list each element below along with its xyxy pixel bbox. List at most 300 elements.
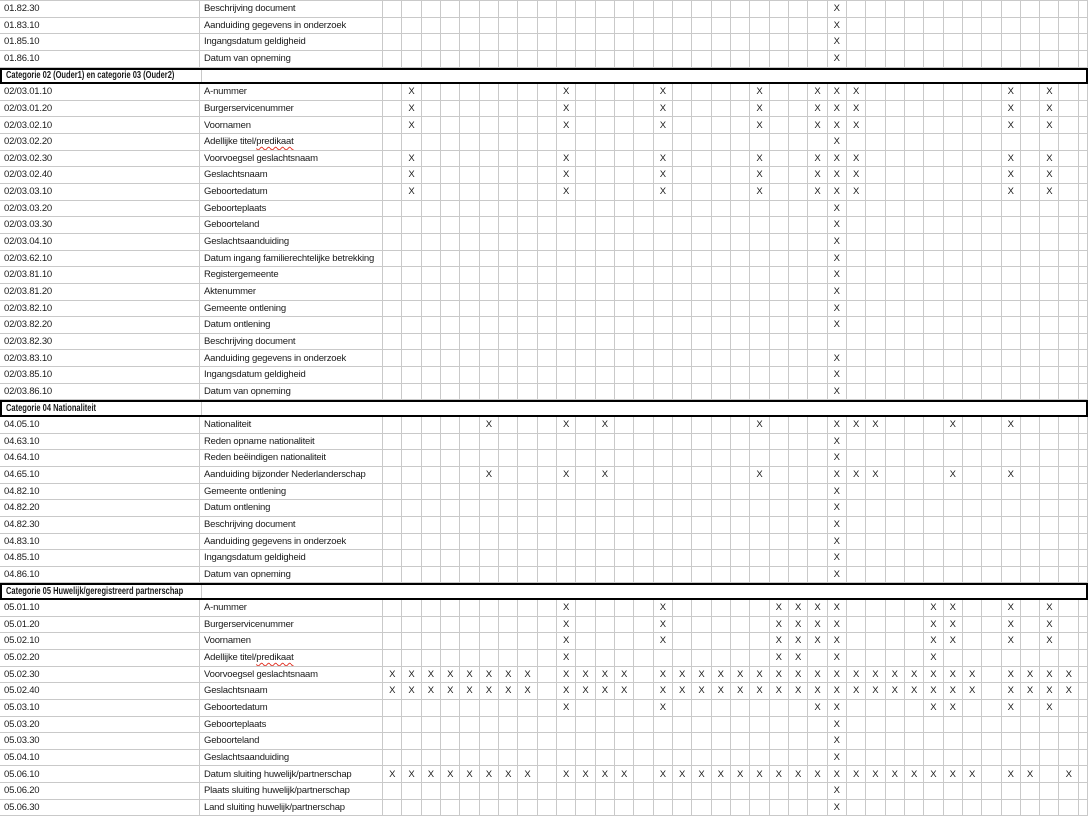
mark-cell[interactable] [499, 683, 518, 699]
mark-cell[interactable] [576, 317, 595, 333]
mark-cell[interactable] [731, 134, 750, 150]
mark-cell[interactable] [731, 234, 750, 250]
mark-cell[interactable] [1021, 434, 1040, 450]
mark-cell[interactable] [1059, 450, 1078, 466]
mark-cell[interactable] [460, 101, 479, 117]
mark-cell[interactable] [905, 534, 924, 550]
mark-cell[interactable] [712, 367, 731, 383]
mark-cell[interactable] [538, 34, 557, 50]
mark-cell[interactable] [866, 151, 885, 167]
mark-cell[interactable] [576, 417, 595, 433]
mark-cell[interactable] [557, 101, 576, 117]
mark-cell[interactable] [944, 700, 963, 716]
mark-cell[interactable] [789, 800, 808, 816]
mark-cell[interactable] [789, 384, 808, 400]
mark-cell[interactable] [1021, 750, 1040, 766]
mark-cell[interactable] [905, 467, 924, 483]
code-cell[interactable] [0, 517, 200, 533]
mark-cell[interactable] [499, 700, 518, 716]
code-cell[interactable] [0, 500, 200, 516]
mark-cell[interactable] [460, 367, 479, 383]
code-cell[interactable] [0, 600, 200, 616]
mark-cell[interactable] [982, 517, 1001, 533]
mark-cell[interactable] [1002, 367, 1021, 383]
mark-cell[interactable] [750, 700, 769, 716]
mark-cell[interactable] [634, 434, 653, 450]
mark-cell[interactable] [460, 550, 479, 566]
mark-cell[interactable] [1040, 151, 1059, 167]
description-cell[interactable] [200, 617, 383, 633]
mark-cell[interactable] [808, 184, 827, 200]
mark-cell[interactable] [1059, 567, 1078, 583]
mark-cell[interactable] [634, 18, 653, 34]
mark-cell[interactable] [538, 417, 557, 433]
description-cell[interactable] [200, 317, 383, 333]
mark-cell[interactable] [944, 350, 963, 366]
mark-cell[interactable] [847, 550, 866, 566]
mark-cell[interactable] [1079, 467, 1088, 483]
mark-cell[interactable] [731, 567, 750, 583]
mark-cell[interactable] [828, 367, 847, 383]
mark-cell[interactable] [828, 517, 847, 533]
mark-cell[interactable] [460, 800, 479, 816]
description-cell[interactable] [200, 334, 383, 350]
mark-cell[interactable] [712, 267, 731, 283]
mark-cell[interactable] [1059, 84, 1078, 100]
mark-cell[interactable] [538, 434, 557, 450]
mark-cell[interactable] [924, 800, 943, 816]
mark-cell[interactable] [847, 334, 866, 350]
mark-cell[interactable] [460, 750, 479, 766]
mark-cell[interactable] [634, 567, 653, 583]
mark-cell[interactable] [886, 517, 905, 533]
mark-cell[interactable] [886, 550, 905, 566]
mark-cell[interactable] [963, 117, 982, 133]
mark-cell[interactable] [441, 633, 460, 649]
mark-cell[interactable] [924, 84, 943, 100]
mark-cell[interactable] [480, 251, 499, 267]
mark-cell[interactable] [924, 18, 943, 34]
mark-cell[interactable] [1040, 550, 1059, 566]
mark-cell[interactable] [750, 301, 769, 317]
mark-cell[interactable] [866, 434, 885, 450]
mark-cell[interactable] [499, 134, 518, 150]
mark-cell[interactable] [1079, 783, 1088, 799]
mark-cell[interactable] [750, 284, 769, 300]
mark-cell[interactable] [770, 234, 789, 250]
mark-cell[interactable] [518, 600, 537, 616]
mark-cell[interactable] [518, 350, 537, 366]
mark-cell[interactable] [692, 301, 711, 317]
mark-cell[interactable] [731, 151, 750, 167]
mark-cell[interactable] [499, 534, 518, 550]
mark-cell[interactable] [480, 434, 499, 450]
mark-cell[interactable] [576, 500, 595, 516]
mark-cell[interactable] [924, 1, 943, 17]
mark-cell[interactable] [480, 517, 499, 533]
mark-cell[interactable] [576, 600, 595, 616]
mark-cell[interactable] [383, 450, 402, 466]
mark-cell[interactable] [1021, 317, 1040, 333]
code-cell[interactable] [0, 34, 200, 50]
mark-cell[interactable] [944, 617, 963, 633]
mark-cell[interactable] [480, 484, 499, 500]
mark-cell[interactable] [1040, 650, 1059, 666]
mark-cell[interactable] [654, 384, 673, 400]
mark-cell[interactable] [847, 234, 866, 250]
mark-cell[interactable] [944, 683, 963, 699]
mark-cell[interactable] [557, 367, 576, 383]
mark-cell[interactable] [634, 417, 653, 433]
mark-cell[interactable] [847, 417, 866, 433]
mark-cell[interactable] [460, 517, 479, 533]
mark-cell[interactable] [886, 633, 905, 649]
mark-cell[interactable] [402, 800, 421, 816]
mark-cell[interactable] [789, 500, 808, 516]
mark-cell[interactable] [499, 733, 518, 749]
mark-cell[interactable] [634, 600, 653, 616]
mark-cell[interactable] [905, 84, 924, 100]
mark-cell[interactable] [982, 783, 1001, 799]
description-cell[interactable] [200, 101, 383, 117]
mark-cell[interactable] [615, 84, 634, 100]
mark-cell[interactable] [654, 350, 673, 366]
mark-cell[interactable] [808, 717, 827, 733]
mark-cell[interactable] [441, 384, 460, 400]
mark-cell[interactable] [963, 600, 982, 616]
description-cell[interactable] [200, 700, 383, 716]
mark-cell[interactable] [905, 284, 924, 300]
mark-cell[interactable] [1002, 18, 1021, 34]
mark-cell[interactable] [654, 517, 673, 533]
mark-cell[interactable] [789, 434, 808, 450]
mark-cell[interactable] [982, 117, 1001, 133]
mark-cell[interactable] [847, 617, 866, 633]
mark-cell[interactable] [1079, 51, 1088, 67]
mark-cell[interactable] [634, 667, 653, 683]
mark-cell[interactable] [924, 750, 943, 766]
mark-cell[interactable] [924, 167, 943, 183]
mark-cell[interactable] [402, 84, 421, 100]
mark-cell[interactable] [731, 717, 750, 733]
mark-cell[interactable] [499, 500, 518, 516]
mark-cell[interactable] [750, 184, 769, 200]
mark-cell[interactable] [982, 500, 1001, 516]
mark-cell[interactable] [402, 134, 421, 150]
mark-cell[interactable] [460, 201, 479, 217]
mark-cell[interactable] [557, 117, 576, 133]
mark-cell[interactable] [402, 167, 421, 183]
mark-cell[interactable] [866, 550, 885, 566]
mark-cell[interactable] [712, 284, 731, 300]
mark-cell[interactable] [1002, 184, 1021, 200]
mark-cell[interactable] [924, 284, 943, 300]
mark-cell[interactable] [634, 51, 653, 67]
mark-cell[interactable] [944, 434, 963, 450]
mark-cell[interactable] [750, 34, 769, 50]
mark-cell[interactable] [518, 467, 537, 483]
mark-cell[interactable] [808, 101, 827, 117]
mark-cell[interactable] [402, 184, 421, 200]
mark-cell[interactable] [828, 733, 847, 749]
mark-cell[interactable] [422, 567, 441, 583]
mark-cell[interactable] [402, 750, 421, 766]
mark-cell[interactable] [596, 600, 615, 616]
mark-cell[interactable] [596, 350, 615, 366]
mark-cell[interactable] [460, 567, 479, 583]
mark-cell[interactable] [383, 484, 402, 500]
mark-cell[interactable] [692, 34, 711, 50]
mark-cell[interactable] [441, 267, 460, 283]
mark-cell[interactable] [1079, 101, 1088, 117]
mark-cell[interactable] [1059, 184, 1078, 200]
mark-cell[interactable] [731, 500, 750, 516]
mark-cell[interactable] [905, 633, 924, 649]
mark-cell[interactable] [866, 667, 885, 683]
mark-cell[interactable] [1002, 567, 1021, 583]
mark-cell[interactable] [692, 367, 711, 383]
mark-cell[interactable] [808, 667, 827, 683]
mark-cell[interactable] [905, 766, 924, 782]
mark-cell[interactable] [518, 783, 537, 799]
mark-cell[interactable] [480, 700, 499, 716]
mark-cell[interactable] [1079, 184, 1088, 200]
mark-cell[interactable] [982, 633, 1001, 649]
mark-cell[interactable] [634, 633, 653, 649]
mark-cell[interactable] [770, 334, 789, 350]
mark-cell[interactable] [460, 151, 479, 167]
mark-cell[interactable] [770, 667, 789, 683]
mark-cell[interactable] [576, 217, 595, 233]
mark-cell[interactable] [596, 467, 615, 483]
mark-cell[interactable] [692, 18, 711, 34]
mark-cell[interactable] [828, 484, 847, 500]
mark-cell[interactable] [576, 267, 595, 283]
mark-cell[interactable] [1079, 667, 1088, 683]
mark-cell[interactable] [1021, 367, 1040, 383]
mark-cell[interactable] [596, 367, 615, 383]
mark-cell[interactable] [402, 766, 421, 782]
code-cell[interactable] [0, 534, 200, 550]
mark-cell[interactable] [596, 384, 615, 400]
mark-cell[interactable] [499, 567, 518, 583]
mark-cell[interactable] [1040, 717, 1059, 733]
mark-cell[interactable] [789, 534, 808, 550]
mark-cell[interactable] [634, 234, 653, 250]
mark-cell[interactable] [480, 134, 499, 150]
mark-cell[interactable] [654, 267, 673, 283]
mark-cell[interactable] [538, 750, 557, 766]
mark-cell[interactable] [1059, 301, 1078, 317]
mark-cell[interactable] [1021, 267, 1040, 283]
mark-cell[interactable] [460, 700, 479, 716]
mark-cell[interactable] [712, 234, 731, 250]
mark-cell[interactable] [499, 750, 518, 766]
mark-cell[interactable] [422, 467, 441, 483]
mark-cell[interactable] [441, 217, 460, 233]
mark-cell[interactable] [499, 234, 518, 250]
mark-cell[interactable] [557, 700, 576, 716]
mark-cell[interactable] [731, 600, 750, 616]
mark-cell[interactable] [402, 534, 421, 550]
mark-cell[interactable] [615, 717, 634, 733]
mark-cell[interactable] [828, 301, 847, 317]
mark-cell[interactable] [460, 167, 479, 183]
mark-cell[interactable] [576, 800, 595, 816]
mark-cell[interactable] [770, 683, 789, 699]
code-cell[interactable] [0, 251, 200, 267]
mark-cell[interactable] [905, 800, 924, 816]
mark-cell[interactable] [1002, 667, 1021, 683]
mark-cell[interactable] [712, 534, 731, 550]
mark-cell[interactable] [518, 550, 537, 566]
mark-cell[interactable] [538, 184, 557, 200]
mark-cell[interactable] [596, 84, 615, 100]
mark-cell[interactable] [557, 217, 576, 233]
mark-cell[interactable] [422, 117, 441, 133]
mark-cell[interactable] [596, 184, 615, 200]
mark-cell[interactable] [557, 234, 576, 250]
mark-cell[interactable] [402, 467, 421, 483]
mark-cell[interactable] [615, 134, 634, 150]
mark-cell[interactable] [847, 284, 866, 300]
mark-cell[interactable] [808, 450, 827, 466]
mark-cell[interactable] [866, 51, 885, 67]
mark-cell[interactable] [576, 534, 595, 550]
mark-cell[interactable] [596, 617, 615, 633]
mark-cell[interactable] [731, 534, 750, 550]
mark-cell[interactable] [692, 766, 711, 782]
mark-cell[interactable] [866, 567, 885, 583]
mark-cell[interactable] [422, 167, 441, 183]
mark-cell[interactable] [905, 717, 924, 733]
mark-cell[interactable] [808, 700, 827, 716]
mark-cell[interactable] [1021, 134, 1040, 150]
category-label-cell[interactable] [2, 402, 202, 415]
mark-cell[interactable] [905, 667, 924, 683]
mark-cell[interactable] [654, 84, 673, 100]
mark-cell[interactable] [770, 700, 789, 716]
mark-cell[interactable] [1079, 84, 1088, 100]
mark-cell[interactable] [518, 766, 537, 782]
mark-cell[interactable] [1040, 134, 1059, 150]
mark-cell[interactable] [596, 733, 615, 749]
mark-cell[interactable] [963, 284, 982, 300]
mark-cell[interactable] [828, 500, 847, 516]
mark-cell[interactable] [847, 201, 866, 217]
mark-cell[interactable] [750, 550, 769, 566]
mark-cell[interactable] [1021, 84, 1040, 100]
mark-cell[interactable] [634, 167, 653, 183]
mark-cell[interactable] [460, 251, 479, 267]
mark-cell[interactable] [654, 484, 673, 500]
mark-cell[interactable] [789, 84, 808, 100]
mark-cell[interactable] [1079, 151, 1088, 167]
mark-cell[interactable] [828, 34, 847, 50]
mark-cell[interactable] [557, 350, 576, 366]
mark-cell[interactable] [654, 617, 673, 633]
mark-cell[interactable] [866, 467, 885, 483]
mark-cell[interactable] [460, 350, 479, 366]
code-cell[interactable] [0, 683, 200, 699]
mark-cell[interactable] [963, 800, 982, 816]
mark-cell[interactable] [654, 18, 673, 34]
mark-cell[interactable] [615, 650, 634, 666]
mark-cell[interactable] [673, 633, 692, 649]
mark-cell[interactable] [634, 284, 653, 300]
mark-cell[interactable] [383, 800, 402, 816]
mark-cell[interactable] [731, 367, 750, 383]
mark-cell[interactable] [673, 567, 692, 583]
mark-cell[interactable] [673, 367, 692, 383]
mark-cell[interactable] [615, 350, 634, 366]
mark-cell[interactable] [538, 717, 557, 733]
mark-cell[interactable] [770, 367, 789, 383]
mark-cell[interactable] [1021, 417, 1040, 433]
mark-cell[interactable] [982, 733, 1001, 749]
mark-cell[interactable] [383, 367, 402, 383]
mark-cell[interactable] [402, 484, 421, 500]
mark-cell[interactable] [383, 683, 402, 699]
mark-cell[interactable] [847, 733, 866, 749]
mark-cell[interactable] [634, 217, 653, 233]
mark-cell[interactable] [383, 234, 402, 250]
mark-cell[interactable] [808, 633, 827, 649]
mark-cell[interactable] [422, 600, 441, 616]
mark-cell[interactable] [1040, 700, 1059, 716]
mark-cell[interactable] [538, 783, 557, 799]
mark-cell[interactable] [441, 417, 460, 433]
mark-cell[interactable] [924, 217, 943, 233]
description-cell[interactable] [200, 217, 383, 233]
mark-cell[interactable] [402, 51, 421, 67]
mark-cell[interactable] [770, 600, 789, 616]
code-cell[interactable] [0, 117, 200, 133]
mark-cell[interactable] [770, 151, 789, 167]
mark-cell[interactable] [789, 733, 808, 749]
mark-cell[interactable] [1079, 267, 1088, 283]
mark-cell[interactable] [615, 384, 634, 400]
mark-cell[interactable] [847, 683, 866, 699]
mark-cell[interactable] [712, 733, 731, 749]
mark-cell[interactable] [422, 434, 441, 450]
mark-cell[interactable] [712, 151, 731, 167]
mark-cell[interactable] [615, 766, 634, 782]
mark-cell[interactable] [924, 717, 943, 733]
mark-cell[interactable] [615, 317, 634, 333]
mark-cell[interactable] [673, 101, 692, 117]
mark-cell[interactable] [944, 600, 963, 616]
mark-cell[interactable] [847, 384, 866, 400]
mark-cell[interactable] [866, 350, 885, 366]
mark-cell[interactable] [402, 417, 421, 433]
mark-cell[interactable] [712, 301, 731, 317]
mark-cell[interactable] [731, 434, 750, 450]
mark-cell[interactable] [538, 567, 557, 583]
mark-cell[interactable] [1059, 117, 1078, 133]
mark-cell[interactable] [1079, 766, 1088, 782]
mark-cell[interactable] [808, 550, 827, 566]
mark-cell[interactable] [1021, 151, 1040, 167]
mark-cell[interactable] [596, 633, 615, 649]
mark-cell[interactable] [847, 650, 866, 666]
mark-cell[interactable] [596, 700, 615, 716]
mark-cell[interactable] [673, 51, 692, 67]
mark-cell[interactable] [557, 184, 576, 200]
mark-cell[interactable] [538, 500, 557, 516]
mark-cell[interactable] [847, 184, 866, 200]
mark-cell[interactable] [982, 234, 1001, 250]
